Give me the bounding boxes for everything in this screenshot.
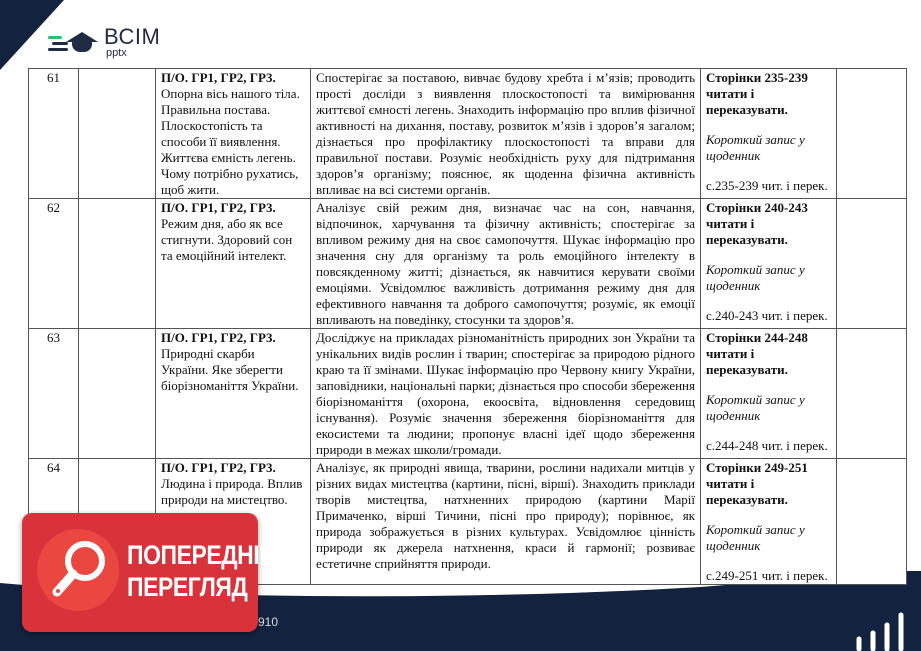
lesson-number: 62 [29, 199, 79, 329]
description-cell: Спостерігає за поставою, вивчає будову хребта і м’язів; проводить прості досліди з виявлення плоскостопості та вимірювання життєвої ємності легень. Знаходить інформацію про вплив фізичної активності на дихання, поставу, розвиток м’язів і здоров’я загалом; дізнається про профілактику плоскостопості та вправи для правильної постави. Розуміє необхідність руху для підтримання здоров’я організму; пояснює, як щоденна фізична активність впливає на всі системи органів. [311, 69, 701, 199]
homework-head: Сторінки 235-239 читати і переказувати. [706, 70, 808, 117]
date-cell [79, 199, 156, 329]
notes-cell [837, 459, 907, 585]
topic-cell [156, 69, 311, 199]
homework-head: Сторінки 249-251 читати і переказувати. [706, 460, 808, 507]
notes-cell [837, 329, 907, 459]
logo-sub: pptx [106, 47, 127, 59]
topic-text: Опорна вісь нашого тіла. Правильна постава. Плоскостопість та способи її виявлення. Життєва ємність легень. Чому потрібно рухатись, щоб жити. [161, 86, 300, 197]
homework-ref: с.244-248 чит. і перек. [706, 438, 828, 453]
date-cell [79, 329, 156, 459]
logo-brand: ВСІМ [104, 24, 161, 49]
description-cell: Аналізує свій режим дня, визначає час на сон, навчання, відпочинок, харчування та фізичну активність; спостерігає за впливом режиму дня на своє самопочуття. Шукає інформацію про значення сну для організму та роль емоційного інтелекту в повсякденному житті; дізнається, як навчитися керувати своїми емоціями. Усвідомлює важливість дотримання режиму дня для ефективного навчання та доброго самопочуття; розуміє, як емоції впливають на поведінку, стосунки та здоров’я. [311, 199, 701, 329]
logo [48, 26, 160, 59]
homework-note: Короткий запис у щоденник [706, 392, 805, 423]
topic-cell [156, 199, 311, 329]
homework-ref: с.235-239 чит. і перек. [706, 178, 828, 193]
topic-head: П/О. ГР1, ГР2, ГР3. [161, 200, 276, 215]
lesson-number: 61 [29, 69, 79, 199]
date-cell [79, 69, 156, 199]
table-row [29, 329, 907, 459]
homework-ref: с.249-251 чит. і перек. [706, 568, 828, 583]
table-row [29, 69, 907, 199]
lesson-plan-table [28, 68, 907, 585]
notes-cell [837, 199, 907, 329]
preview-line1: ПОПЕРЕДНІЙ [127, 540, 276, 570]
preview-line2: ПЕРЕГЛЯД [127, 572, 248, 602]
homework-note: Короткий запис у щоденник [706, 262, 805, 293]
topic-text: Природні скарби України. Яке зберегти біорізноманіття України. [161, 346, 299, 393]
homework-cell [701, 199, 837, 329]
homework-ref: с.240-243 чит. і перек. [706, 308, 828, 323]
homework-head: Сторінки 244-248 читати і переказувати. [706, 330, 808, 377]
notes-cell [837, 69, 907, 199]
topic-head: П/О. ГР1, ГР2, ГР3. [161, 460, 276, 475]
topic-head: П/О. ГР1, ГР2, ГР3. [161, 70, 276, 85]
page-number: 910 [258, 615, 279, 629]
topic-text: Людина і природа. Вплив природи на мистецтво. [161, 476, 303, 507]
homework-head: Сторінки 240-243 читати і переказувати. [706, 200, 808, 247]
topic-text: Режим дня, або як все стигнути. Здоровий сон та емоційний інтелект. [161, 216, 293, 263]
magnifier-icon [37, 529, 119, 611]
table-row [29, 199, 907, 329]
graduation-cap-icon [48, 30, 98, 56]
homework-note: Короткий запис у щоденник [706, 522, 805, 553]
lesson-number: 64 [29, 459, 79, 585]
brand-bars-icon [851, 611, 911, 651]
lesson-number: 63 [29, 329, 79, 459]
description-cell: Досліджує на прикладах різноманітність природних зон України та унікальних видів рослин і тварин; спостерігає за природою рідного краю та її змінами. Шукає інформацію про Червону книгу України, заповідники, національні парки; дізнається про способи збереження біорізноманіття (охорона, екоосвіта, відновлення середовищ існування). Розуміє значення збереження біорізноманіття для екосистеми та людини; пропонує власні ідеї щодо збереження природи в межах школи/громади. [311, 329, 701, 459]
topic-cell [156, 329, 311, 459]
homework-cell [701, 329, 837, 459]
homework-note: Короткий запис у щоденник [706, 132, 805, 163]
topic-head: П/О. ГР1, ГР2, ГР3. [161, 330, 276, 345]
homework-cell [701, 69, 837, 199]
homework-cell [701, 459, 837, 585]
description-cell: Аналізує, як природні явища, тварини, рослини надихали митців у різних видах мистецтва (картини, пісні, вірші). Знаходить приклади творів мистецтва, натхненних природою (картини Марії Примаченко, вірші Тичини, пісні про природу); порівнює, як природа зображується в різних культурах. Усвідомлює цінність природи як джерела натхнення, краси й гармонії; розвиває естетичне сприйняття природи. [311, 459, 701, 585]
